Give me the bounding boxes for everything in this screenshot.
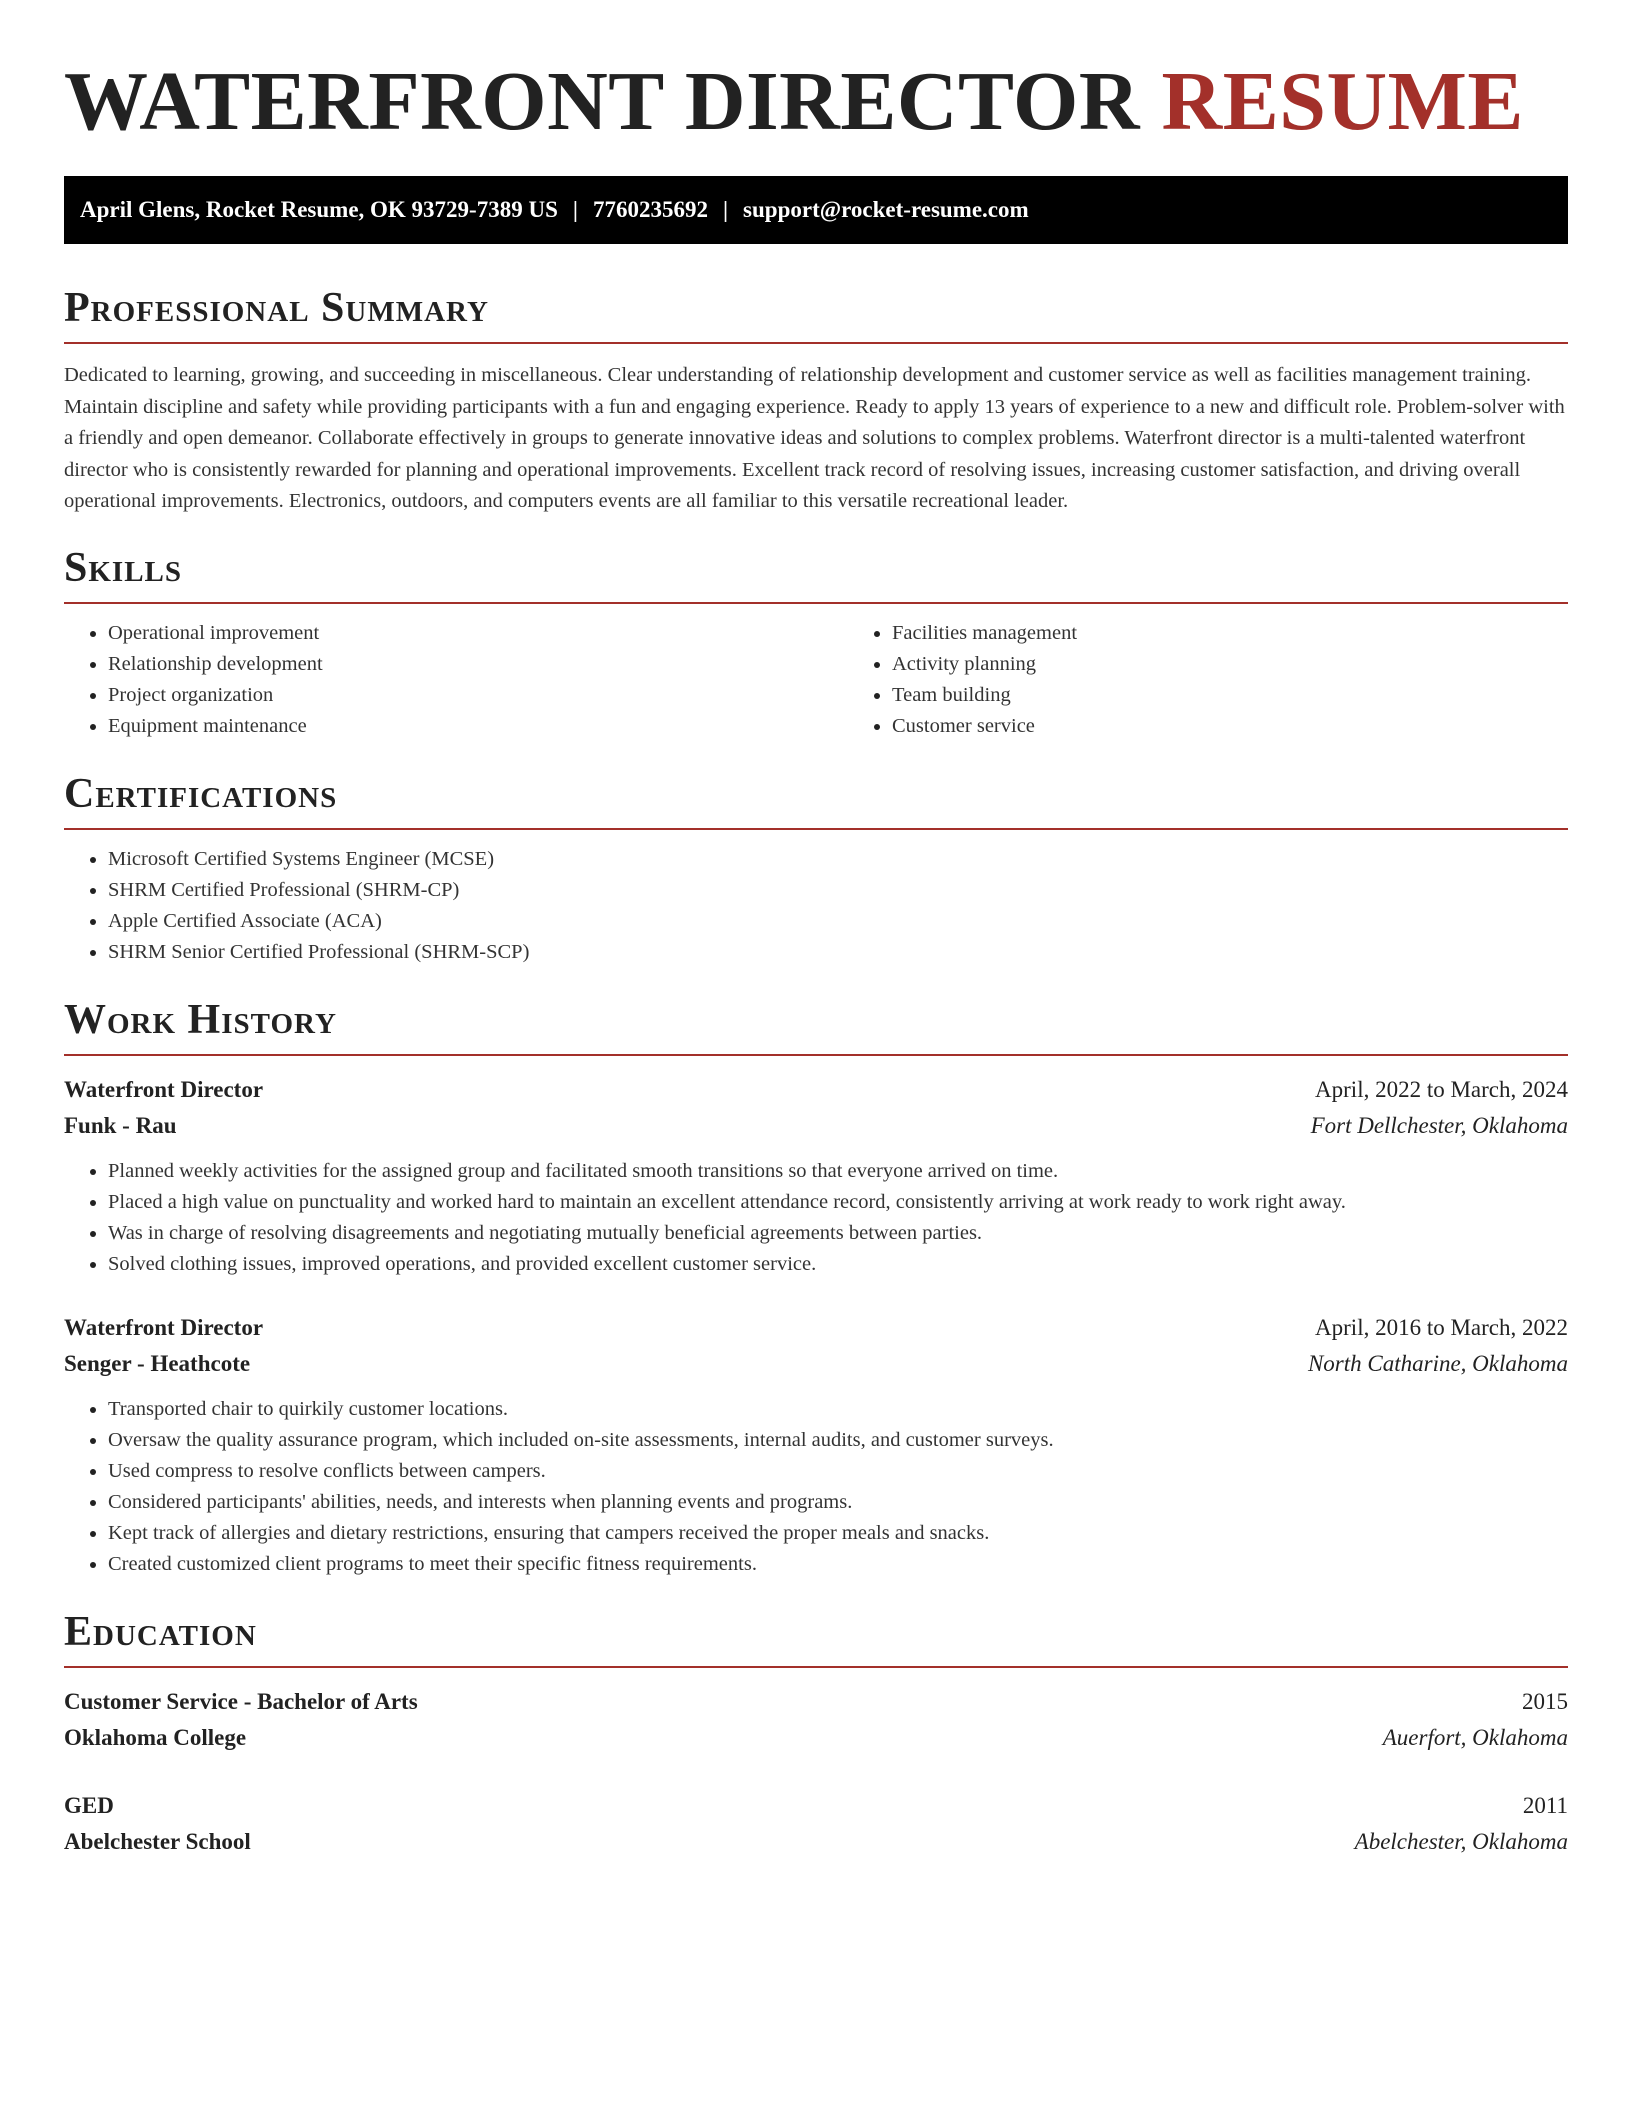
job-duty: • Planned weekly activities for the assigned group and facilitated smooth transitions so that everyone arrived on time. [108,1156,1568,1187]
certification-item: • Apple Certified Associate (ACA) [108,906,1568,937]
contact-address: April Glens, Rocket Resume, OK 93729-7389 US [80,197,558,222]
job-entry [64,1072,1568,1280]
education-section [64,1606,1568,1860]
education-school-row [64,1720,1568,1756]
job-duty: • Created customized client programs to meet their specific fitness requirements. [108,1549,1568,1580]
contact-phone: 7760235692 [592,197,708,222]
skill-item: • Project organization [108,680,848,711]
education-entry [64,1684,1568,1756]
education-entry [64,1788,1568,1860]
skills-grid [64,618,1568,742]
job-location: Fort Dellchester, Oklahoma [1310,1112,1568,1138]
education-year: 2015 [1522,1688,1568,1714]
certifications-section [64,768,1568,968]
skill-item: • Equipment maintenance [108,711,848,742]
resume-title [64,0,1568,148]
contact-email[interactable]: support@rocket-resume.com [743,197,1029,222]
job-duty: • Solved clothing issues, improved operations, and provided excellent customer service. [108,1249,1568,1280]
skill-item: • Relationship development [108,649,848,680]
job-duties-list [64,1156,1568,1280]
skills-section [64,542,1568,742]
skills-right-list [848,618,1632,742]
summary-heading: Professional Summary [64,282,1568,344]
education-school: Oklahoma College [64,1724,247,1750]
job-company-row [64,1346,1568,1382]
job-title: Waterfront Director [64,1076,264,1102]
education-heading: Education [64,1606,1568,1668]
job-duty: • Kept track of allergies and dietary restrictions, ensuring that campers received the proper meals and snacks. [108,1518,1568,1549]
job-dates: April, 2016 to March, 2022 [1315,1314,1568,1340]
certification-item: • SHRM Certified Professional (SHRM-CP) [108,875,1568,906]
work-history-heading: Work History [64,994,1568,1056]
title-accent: RESUME [1161,55,1524,148]
skills-heading: Skills [64,542,1568,604]
job-company: Funk - Rau [64,1112,177,1138]
education-year: 2011 [1522,1792,1568,1818]
job-company-row [64,1108,1568,1144]
education-degree-row [64,1788,1568,1824]
job-duty: • Placed a high value on punctuality and worked hard to maintain an excellent attendance record, consistently arriving at work ready to work right away. [108,1187,1568,1218]
skills-left-list [64,618,848,742]
title-main: WATERFRONT DIRECTOR [64,55,1141,148]
job-entry [64,1310,1568,1580]
skill-item: • Activity planning [892,649,1632,680]
skill-item: • Facilities management [892,618,1632,649]
skill-item: • Customer service [892,711,1632,742]
skill-item: • Team building [892,680,1632,711]
certifications-heading: Certifications [64,768,1568,830]
job-duty: • Oversaw the quality assurance program, which included on-site assessments, internal audits, and customer surveys. [108,1425,1568,1456]
certification-item: • SHRM Senior Certified Professional (SHRM-SCP) [108,937,1568,968]
job-title: Waterfront Director [64,1314,264,1340]
education-school-row [64,1824,1568,1860]
summary-section [64,282,1568,518]
job-duty: • Used compress to resolve conflicts between campers. [108,1456,1568,1487]
work-history-section [64,994,1568,1580]
education-school: Abelchester School [64,1828,251,1854]
contact-separator: | [572,197,578,222]
summary-text: Dedicated to learning, growing, and succeeding in miscellaneous. Clear understanding of relationship development and customer service as well as facilities management training. Maintain discipline and safety while providing participants with a fun and engaging experience. Ready to apply 13 years of experience to a new and difficult role. Problem-solver with a friendly and open demeanor. Collaborate effectively in groups to generate innovative ideas and solutions to complex problems. Waterfront director is a multi-talented waterfront director who is consistently rewarded for planning and operational improvements. Excellent track record of resolving issues, increasing customer satisfaction, and driving overall operational improvements. Electronics, outdoors, and computers events are all familiar to this versatile recreational leader. [64,364,1565,512]
job-location: North Catharine, Oklahoma [1307,1350,1568,1376]
education-degree: GED [64,1792,114,1818]
job-title-row [64,1072,1568,1108]
job-dates: April, 2022 to March, 2024 [1315,1076,1568,1102]
job-duty: • Was in charge of resolving disagreements and negotiating mutually beneficial agreements between parties. [108,1218,1568,1249]
certification-item: • Microsoft Certified Systems Engineer (MCSE) [108,844,1568,875]
job-duties-list [64,1394,1568,1580]
job-duty: • Transported chair to quirkily customer locations. [108,1394,1568,1425]
job-title-row [64,1310,1568,1346]
contact-separator: | [722,197,729,222]
contact-bar [64,176,1568,244]
job-duty: • Considered participants' abilities, needs, and interests when planning events and programs. [108,1487,1568,1518]
skill-item: • Operational improvement [108,618,848,649]
job-company: Senger - Heathcote [64,1350,251,1376]
education-location: Auerfort, Oklahoma [1382,1724,1568,1750]
education-degree: Customer Service - Bachelor of Arts [64,1688,418,1714]
education-degree-row [64,1684,1568,1720]
education-location: Abelchester, Oklahoma [1354,1828,1568,1854]
certifications-list [64,844,1568,968]
